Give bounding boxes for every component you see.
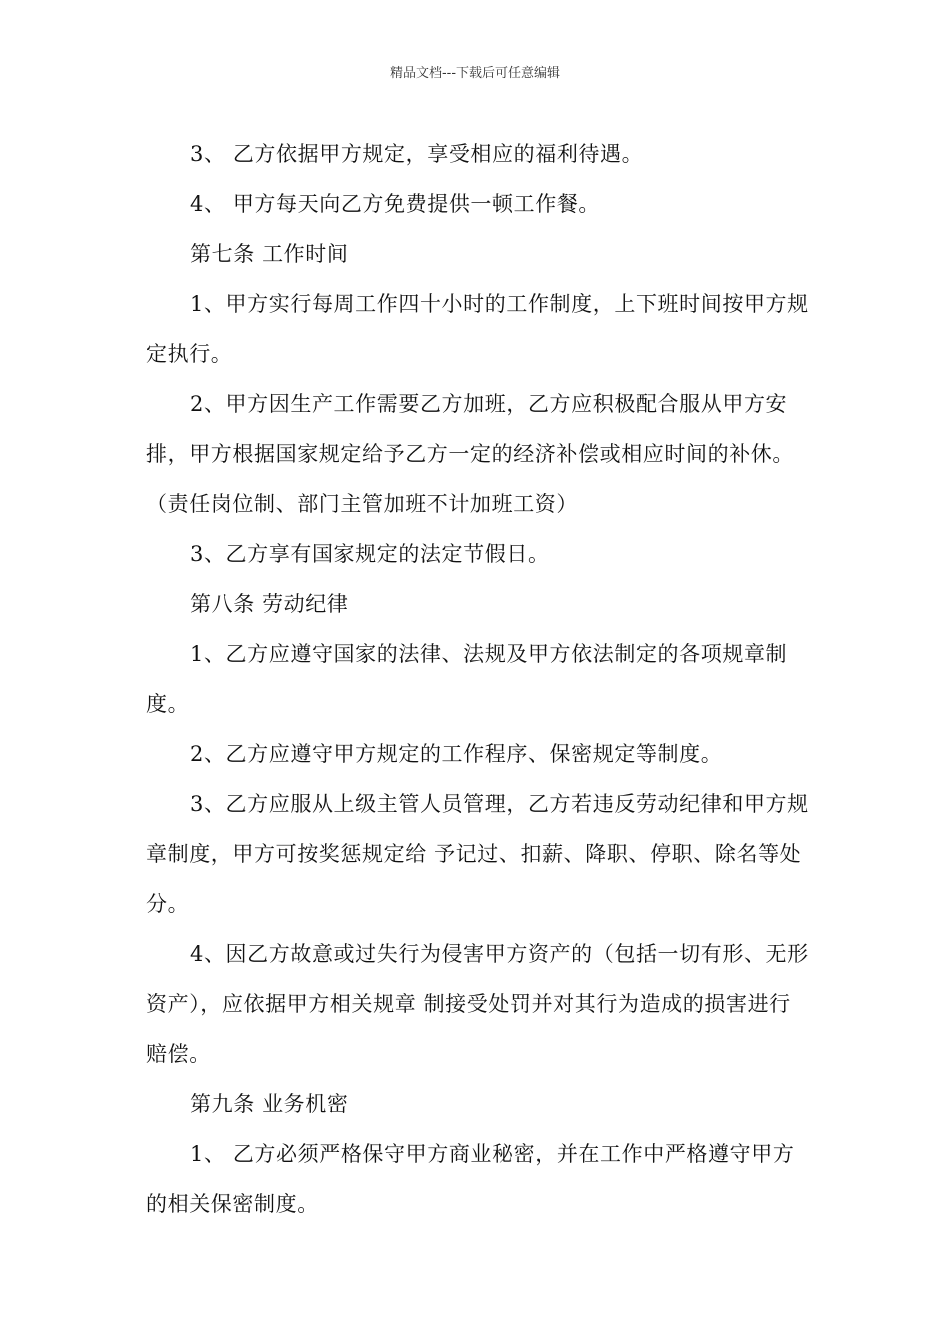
paragraph-meal: 4、 甲方每天向乙方免费提供一顿工作餐。	[190, 192, 601, 216]
paragraph-damages: 4、因乙方故意或过失行为侵害甲方资产的（包括一切有形、无形资产），应依据甲方相关规章 制接受处罚并对其行为造成的损害进行赔偿。	[146, 942, 809, 1066]
paragraph-laws: 1、乙方应遵守国家的法律、法规及甲方依法制定的各项规章制度。	[146, 642, 788, 716]
section-heading-article-9: 第九条 业务机密	[190, 1092, 349, 1116]
paragraph-benefits: 3、 乙方依据甲方规定，享受相应的福利待遇。	[190, 142, 644, 166]
paragraph-procedures: 2、乙方应遵守甲方规定的工作程序、保密规定等制度。	[190, 742, 723, 766]
paragraph-holidays: 3、乙方享有国家规定的法定节假日。	[190, 542, 550, 566]
section-heading-article-8: 第八条 劳动纪律	[190, 592, 349, 616]
paragraph-work-hours: 1、甲方实行每周工作四十小时的工作制度，上下班时间按甲方规定执行。	[146, 292, 809, 366]
paragraph-confidentiality: 1、 乙方必须严格保守甲方商业秘密，并在工作中严格遵守甲方的相关保密制度。	[146, 1142, 795, 1216]
page-header: 精品文档---下载后可任意编辑	[389, 66, 561, 81]
paragraph-discipline: 3、乙方应服从上级主管人员管理，乙方若违反劳动纪律和甲方规章制度，甲方可按奖惩规定给 予记过、扣薪、降职、停职、除名等处分。	[146, 792, 809, 916]
section-heading-article-7: 第七条 工作时间	[190, 242, 349, 266]
document-body	[146, 129, 810, 1229]
paragraph-overtime: 2、甲方因生产工作需要乙方加班，乙方应积极配合服从甲方安排，甲方根据国家规定给予乙方一定的经济补偿或相应时间的补休。（责任岗位制、部门主管加班不计加班工资）	[146, 392, 794, 516]
